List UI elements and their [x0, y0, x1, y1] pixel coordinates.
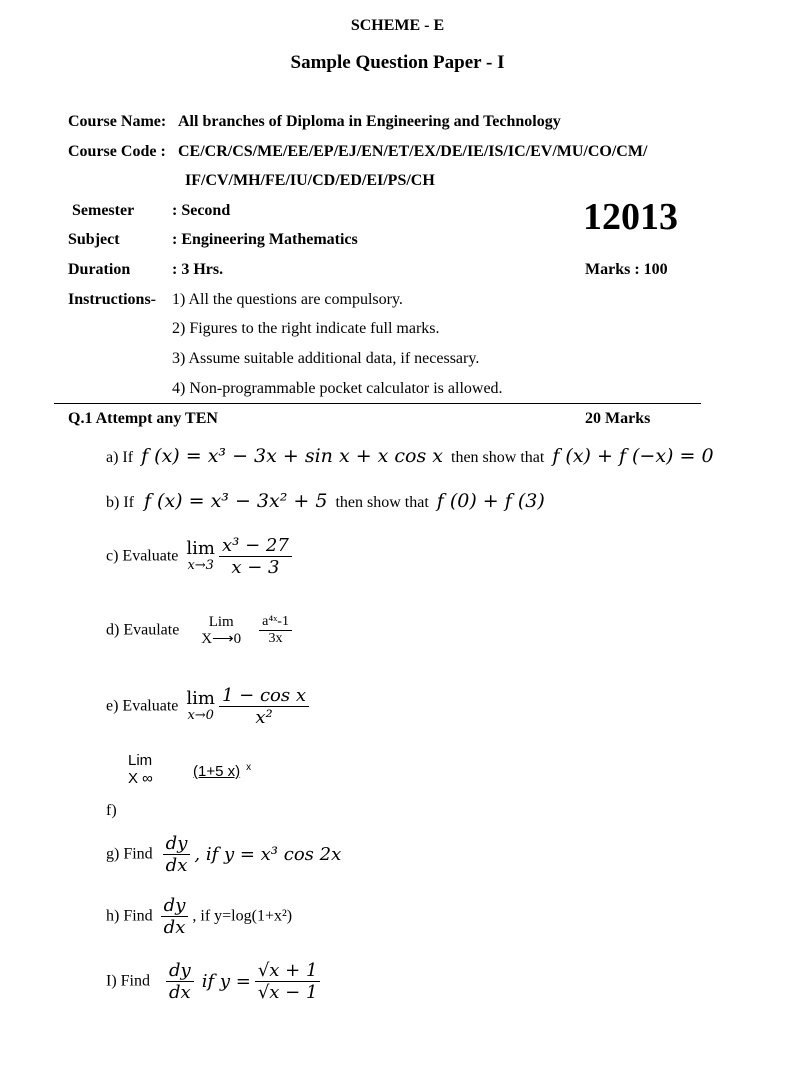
instruction-item: 2) Figures to the right indicate full marks. — [172, 320, 440, 337]
question-a-expr1: f (x) = x³ − 3x + sin x + x cos x — [141, 445, 443, 467]
subject-label: Subject — [68, 231, 120, 248]
numerator: a⁴ˣ-1 — [259, 614, 292, 631]
fraction — [219, 535, 292, 578]
question-b — [106, 490, 545, 512]
denominator: dx — [165, 855, 188, 876]
fraction — [259, 614, 292, 647]
limit-operator — [201, 614, 241, 647]
numerator: dy — [161, 895, 189, 917]
numerator: x³ − 27 — [219, 535, 292, 557]
question-i — [106, 960, 320, 1003]
question-h-tail: , if y=log(1+x²) — [192, 907, 293, 925]
question-f-exponent: x — [246, 762, 252, 773]
question-f-expr — [193, 762, 251, 780]
limit-operator — [186, 689, 215, 723]
fraction — [255, 960, 321, 1003]
question-d-label: d) Evaulate — [106, 621, 180, 639]
section-divider — [54, 403, 701, 404]
subject-value: : Engineering Mathematics — [172, 231, 358, 248]
limit-subscript: X⟶0 — [201, 630, 242, 647]
numerator: √x + 1 — [255, 960, 321, 982]
derivative-fraction — [161, 895, 189, 938]
duration-label: Duration — [68, 261, 131, 278]
course-code-line1: CE/CR/CS/ME/EE/EP/EJ/EN/ET/EX/DE/IE/IS/IC/EV/MU/CO/CM/ — [178, 143, 648, 160]
derivative-fraction — [163, 833, 191, 876]
question-f-label: f) — [106, 802, 117, 819]
paper-code-number: 12013 — [583, 196, 678, 238]
course-code-label: Course Code : — [68, 143, 166, 160]
course-name-value: All branches of Diploma in Engineering and Technology — [178, 113, 561, 130]
limit-word: Lim — [208, 614, 234, 630]
question-b-mid: then show that — [335, 494, 429, 511]
instruction-item: 1) All the questions are compulsory. — [172, 291, 403, 308]
limit-subscript: x→3 — [187, 558, 214, 574]
limit-subscript: X ∞ — [128, 770, 153, 787]
denominator: dx — [169, 982, 191, 1003]
duration-value: : 3 Hrs. — [172, 261, 224, 278]
numerator: 1 − cos x — [219, 685, 309, 707]
question-g — [106, 833, 341, 876]
scheme-label: SCHEME - E — [350, 17, 445, 34]
question-a-mid: then show that — [451, 449, 545, 466]
question-d — [106, 614, 292, 647]
numerator: dy — [163, 833, 191, 855]
denominator: dx — [163, 917, 186, 938]
question-b-expr2: f (0) + f (3) — [436, 490, 545, 512]
instructions-label: Instructions- — [68, 291, 157, 308]
fraction — [219, 685, 309, 728]
question-h-label: h) Find — [106, 907, 153, 925]
limit-subscript: x→0 — [187, 708, 214, 724]
limit-operator — [186, 539, 215, 573]
limit-word: Lim — [128, 752, 153, 769]
question-g-tail: , if y = x³ cos 2x — [194, 844, 342, 865]
denominator: √x − 1 — [257, 982, 318, 1003]
question-c — [106, 535, 292, 578]
question-a-label: a) If — [106, 449, 134, 466]
total-marks: Marks : 100 — [585, 261, 668, 278]
question-i-mid: if y = — [201, 971, 251, 992]
semester-label: Semester — [72, 202, 135, 219]
question-title: Q.1 Attempt any TEN — [68, 410, 218, 427]
question-h — [106, 895, 292, 938]
derivative-fraction — [166, 960, 194, 1003]
question-i-label: I) Find — [106, 972, 150, 990]
semester-value: : Second — [172, 202, 231, 219]
denominator: x² — [255, 707, 273, 728]
instruction-item: 3) Assume suitable additional data, if necessary. — [172, 350, 480, 367]
course-code-line2: IF/CV/MH/FE/IU/CD/ED/EI/PS/CH — [185, 172, 435, 189]
page-title: Sample Question Paper - I — [290, 52, 505, 73]
numerator: dy — [166, 960, 194, 982]
denominator: 3x — [268, 631, 283, 646]
course-name-label: Course Name: — [68, 113, 167, 130]
question-f-limit — [128, 752, 153, 788]
question-b-label: b) If — [106, 494, 134, 511]
instruction-item: 4) Non-programmable pocket calculator is allowed. — [172, 380, 503, 397]
question-b-expr1: f (x) = x³ − 3x² + 5 — [143, 490, 328, 512]
question-a-expr2: f (x) + f (−x) = 0 — [552, 445, 714, 467]
denominator: x − 3 — [231, 557, 280, 578]
question-f-base: (1+5 x) — [193, 763, 241, 780]
question-g-label: g) Find — [106, 845, 153, 863]
limit-word: lim — [186, 688, 215, 710]
question-marks: 20 Marks — [585, 410, 651, 427]
question-e — [106, 685, 309, 728]
question-a — [106, 445, 714, 467]
limit-word: lim — [186, 538, 215, 560]
question-e-label: e) Evaluate — [106, 697, 179, 715]
question-c-label: c) Evaluate — [106, 547, 179, 565]
